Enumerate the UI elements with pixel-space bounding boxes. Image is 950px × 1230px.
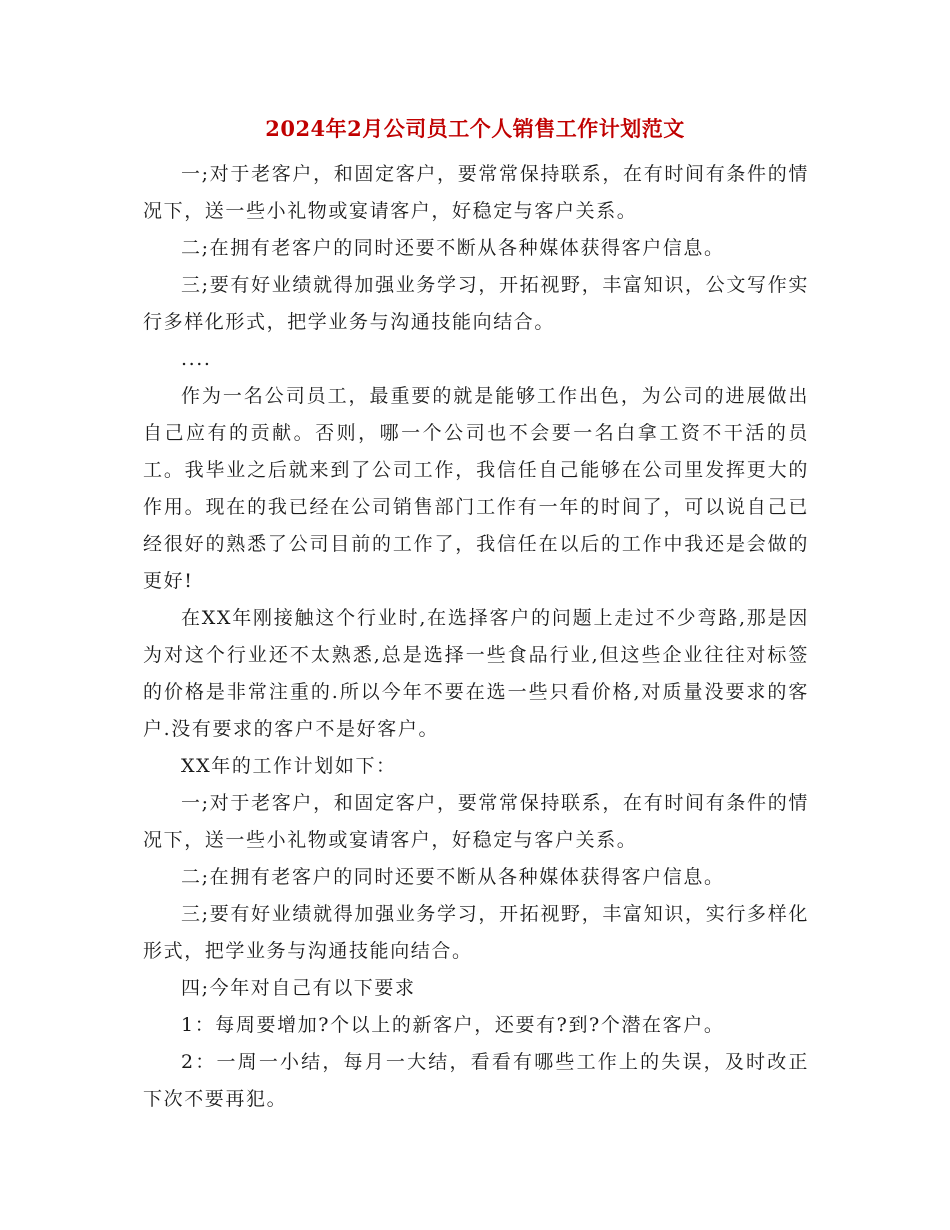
document-title: 2024年2月公司员工个人销售工作计划范文 bbox=[265, 116, 685, 141]
paragraph: 三;要有好业绩就得加强业务学习，开拓视野，丰富知识，实行多样化形式，把学业务与沟通技能向结合。 bbox=[143, 903, 809, 962]
document-body bbox=[143, 156, 809, 1118]
paragraph: 二;在拥有老客户的同时还要不断从各种媒体获得客户信息。 bbox=[181, 866, 725, 888]
paragraph: 1：每周要增加?个以上的新客户，还要有?到?个潜在客户。 bbox=[181, 1014, 725, 1036]
paragraph: 一;对于老客户，和固定客户，要常常保持联系，在有时间有条件的情况下，送一些小礼物或宴请客户，好稳定与客户关系。 bbox=[143, 163, 809, 222]
paragraph: 在XX年刚接触这个行业时,在选择客户的问题上走过不少弯路,那是因为对这个行业还不太熟悉,总是选择一些食品行业,但这些企业往往对标签的价格是非常注重的.所以今年不要在选一些只看价格,对质量没要求的客户.没有要求的客户不是好客户。 bbox=[143, 607, 809, 740]
paragraph: XX年的工作计划如下： bbox=[181, 755, 397, 777]
paragraph: 一;对于老客户，和固定客户，要常常保持联系，在有时间有条件的情况下，送一些小礼物或宴请客户，好稳定与客户关系。 bbox=[143, 792, 809, 851]
paragraph: 四;今年对自己有以下要求 bbox=[181, 977, 416, 999]
paragraph: 三;要有好业绩就得加强业务学习，开拓视野，丰富知识，公文写作实行多样化形式，把学业务与沟通技能向结合。 bbox=[143, 274, 809, 333]
paragraph-ellipsis: .... bbox=[181, 348, 212, 370]
paragraph: 二;在拥有老客户的同时还要不断从各种媒体获得客户信息。 bbox=[181, 237, 725, 259]
paragraph: 作为一名公司员工，最重要的就是能够工作出色，为公司的进展做出自己应有的贡献。否则，哪一个公司也不会要一名白拿工资不干活的员工。我毕业之后就来到了公司工作，我信任自己能够在公司里发挥更大的作用。现在的我已经在公司销售部门工作有一年的时间了，可以说自己已经很好的熟悉了公司目前的工作了，我信任在以后的工作中我还是会做的更好! bbox=[143, 385, 809, 592]
paragraph: 2：一周一小结，每月一大结，看看有哪些工作上的失误，及时改正下次不要再犯。 bbox=[143, 1051, 809, 1110]
